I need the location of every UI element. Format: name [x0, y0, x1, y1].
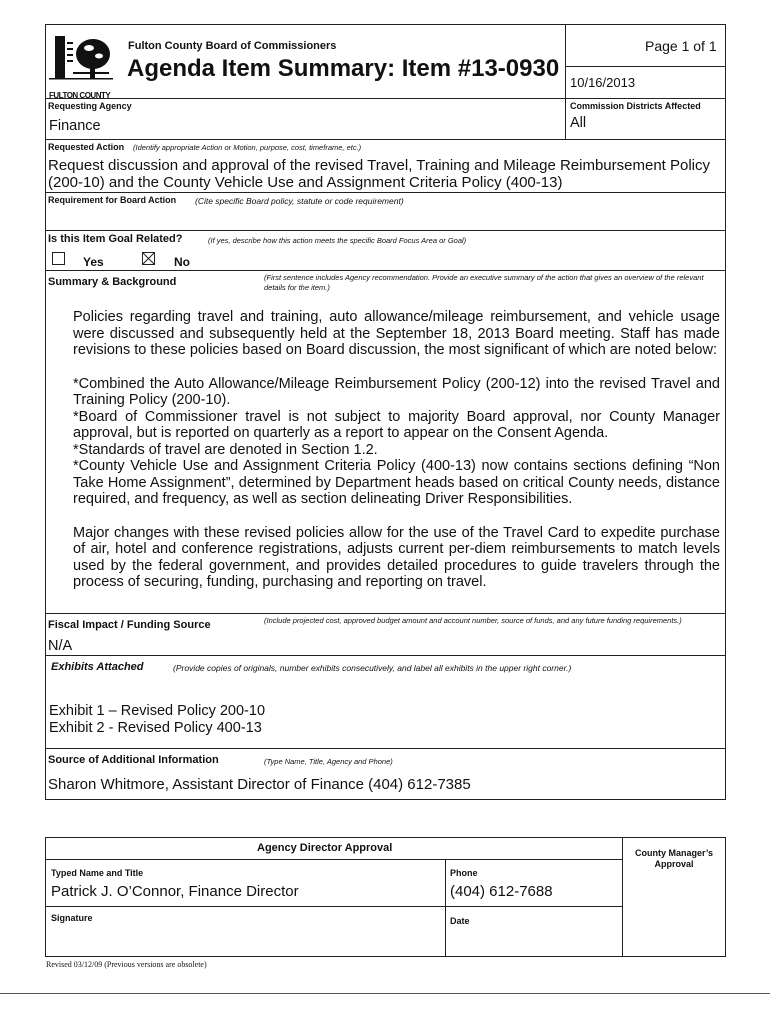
typed-name-label: Typed Name and Title	[51, 868, 144, 878]
districts-value: All	[570, 115, 587, 131]
source-hint: (Type Name, Title, Agency and Phone)	[264, 757, 393, 766]
page-number: Page 1 of 1	[645, 38, 717, 54]
source-value: Sharon Whitmore, Assistant Director of Finance (404) 612-7385	[48, 776, 471, 793]
exhibits-label: Exhibits Attached	[51, 661, 144, 673]
county-manager-label: County Manager’s Approval	[634, 848, 713, 869]
page-title: Agenda Item Summary: Item #13-0930	[127, 55, 560, 82]
county-logo	[49, 28, 113, 92]
goal-no-checkbox[interactable]	[142, 252, 155, 265]
exhibit-item-1: Exhibit 1 – Revised Policy 200-10	[49, 703, 266, 719]
requested-action-line-1: Request discussion and approval of the revised Travel, Training and Mileage Reimbursement Policy	[48, 157, 711, 174]
summary-paragraph-changes: Major changes with these revised policies allow for the use of the Travel Card to expedite purchase of air, hotel and conference registrations, adjusts current per-diem reimbursements to match levels used by the federal government, and provides detailed procedures to guide travelers through the process of securing, funding, purchasing and reporting on travel.	[73, 524, 720, 590]
phone-label: Phone	[450, 868, 478, 878]
requested-action-label: Requested Action	[48, 142, 125, 152]
fiscal-label: Fiscal Impact / Funding Source	[48, 619, 211, 631]
revised-note: Revised 03/12/09 (Previous versions are obsolete)	[46, 960, 207, 969]
signature-label: Signature	[51, 913, 93, 923]
checkmark-x-icon	[143, 253, 154, 264]
fiscal-value: N/A	[48, 638, 73, 654]
exhibit-item-2: Exhibit 2 - Revised Policy 400-13	[49, 720, 262, 736]
requesting-agency-label: Requesting Agency	[48, 101, 132, 111]
requesting-agency-value: Finance	[49, 118, 101, 134]
requested-action-line-2: (200-10) and the County Vehicle Use and Assignment Criteria Policy (400-13)	[48, 174, 563, 191]
requested-action-hint: (Identify appropriate Action or Motion, purpose, cost, timeframe, etc.)	[133, 143, 362, 152]
goal-label: Is this Item Goal Related?	[48, 233, 183, 245]
typed-name-value: Patrick J. O’Connor, Finance Director	[51, 883, 299, 900]
summary-label: Summary & Background	[48, 276, 177, 288]
source-label: Source of Additional Information	[48, 754, 219, 766]
exhibits-hint: (Provide copies of originals, number exhibits consecutively, and label all exhibits in the upper right corner.)	[173, 663, 572, 673]
board-requirement-label: Requirement for Board Action	[48, 195, 177, 205]
meeting-date: 10/16/2013	[570, 75, 636, 90]
districts-label: Commission Districts Affected	[570, 101, 701, 111]
summary-body	[73, 309, 720, 591]
date-label: Date	[450, 916, 470, 926]
phone-value: (404) 612-7688	[450, 883, 553, 900]
approval-title: Agency Director Approval	[257, 842, 393, 854]
summary-bullet-4: *County Vehicle Use and Assignment Criteria Policy (400-13) now contains sections defining “Non Take Home Assignment”, determined by Department heads based on critical County needs, distance required, and frequency, as well as section delineating Driver Responsibilities.	[73, 458, 720, 507]
summary-paragraph-intro: Policies regarding travel and training, auto allowance/mileage reimbursement, and vehicle usage were discussed and subsequently held at the September 18, 2013 Board meeting. Staff has made revisions to these policies based on Board discussion, the most significant of which are noted below:	[73, 309, 720, 358]
summary-bullet-1: *Combined the Auto Allowance/Mileage Reimbursement Policy (200-12) into the revised Travel and Training Policy (200-10).	[73, 375, 720, 408]
goal-hint: (If yes, describe how this action meets the specific Board Focus Area or Goal)	[208, 236, 467, 245]
page-bottom-rule	[0, 993, 770, 994]
summary-hint: (First sentence includes Agency recommendation. Provide an executive summary of the action that gives an overview of the relevant details for the item.)	[264, 273, 704, 292]
summary-bullet-3: *Standards of travel are denoted in Section 1.2.	[73, 441, 378, 458]
tree-logo-icon	[49, 28, 113, 92]
fiscal-hint: (Include projected cost, approved budget amount and account number, source of funds, and any future funding requirements.)	[264, 616, 682, 625]
summary-bullet-2: *Board of Commissioner travel is not subject to majority Board approval, nor County Manager approval, but is reported on quarterly as a report to appear on the Consent Agenda.	[73, 408, 720, 441]
goal-no-label: No	[174, 255, 190, 269]
goal-yes-checkbox[interactable]	[52, 252, 65, 265]
board-requirement-hint: (Cite specific Board policy, statute or code requirement)	[195, 196, 404, 206]
logo-caption: FULTON COUNTY	[49, 91, 111, 100]
org-name: Fulton County Board of Commissioners	[128, 40, 337, 52]
goal-yes-label: Yes	[83, 255, 104, 269]
